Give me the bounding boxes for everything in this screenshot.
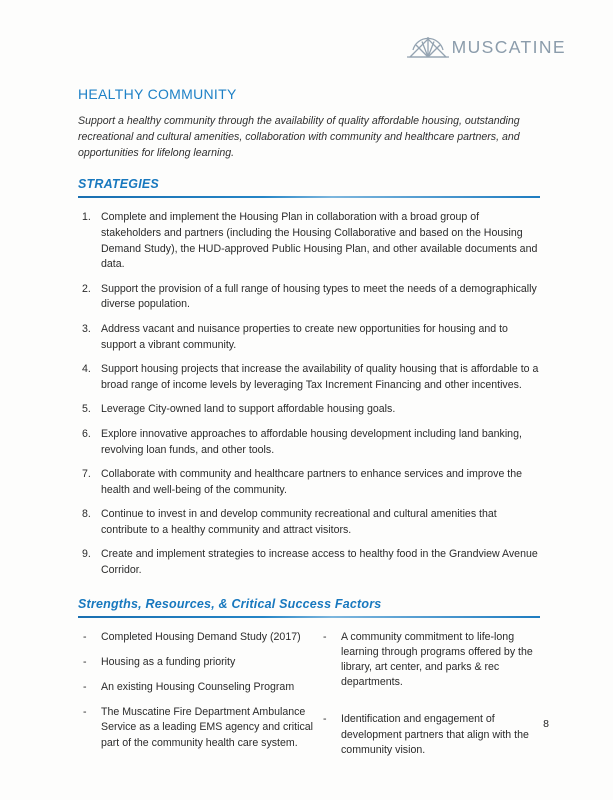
muscatine-logo bbox=[406, 32, 566, 62]
strength-item: - A community commitment to life-long learning through programs offered by the library, art center, and parks & rec departments. bbox=[322, 630, 540, 691]
strengths-left-column bbox=[82, 630, 322, 780]
strengths-heading: Strengths, Resources, & Critical Success Factors bbox=[78, 596, 382, 611]
strategies-divider bbox=[78, 196, 540, 198]
page-number: 8 bbox=[543, 718, 549, 730]
strengths-right-column bbox=[322, 630, 540, 780]
strategy-item: Create and implement strategies to increase access to healthy food in the Grandview Avenue Corridor. bbox=[101, 548, 538, 577]
section-intro: Support a healthy community through the availability of quality affordable housing, outstanding recreational and cultural amenities, collaboration with community and healthcare partners, and opportunities for lifelong learning. bbox=[78, 115, 520, 159]
strength-item: - Identification and engagement of development partners that align with the community vision. bbox=[322, 712, 540, 758]
content-area bbox=[78, 86, 540, 780]
strategies-heading: STRATEGIES bbox=[78, 177, 159, 192]
strategy-item: Explore innovative approaches to affordable housing development including land banking, revolving loan funds, and other tools. bbox=[101, 427, 522, 456]
strategy-item: Collaborate with community and healthcare partners to enhance services and improve the health and well-being of the community. bbox=[101, 468, 523, 496]
section-title: HEALTHY COMMUNITY bbox=[78, 86, 237, 102]
strength-item: - Housing as a funding priority bbox=[82, 655, 322, 670]
strategy-item: Support the provision of a full range of housing types to meet the needs of a demographically diverse population. bbox=[101, 282, 537, 311]
strengths-right-list bbox=[322, 630, 540, 758]
muscatine-sunburst-icon bbox=[406, 32, 450, 62]
strategy-item: Continue to invest in and develop community recreational and cultural amenities that contribute to a healthy community and attract visitors. bbox=[101, 508, 497, 536]
strength-item: - Completed Housing Demand Study (2017) bbox=[82, 630, 322, 645]
strengths-columns bbox=[82, 630, 540, 780]
logo-text: MUSCATINE bbox=[451, 36, 566, 57]
strength-item: - The Muscatine Fire Department Ambulance Service as a leading EMS agency and critical part of the community health care system. bbox=[82, 705, 322, 751]
strategy-item: Support housing projects that increase the availability of quality housing that is affordable to a broad range of income levels by leveraging Tax Increment Financing and other incentives. bbox=[101, 363, 539, 391]
strategy-item: Complete and implement the Housing Plan in collaboration with a broad group of stakeholders and partners (including the Housing Collaborative and based on the Housing Demand Study), the HUD-approved Public Housing Plan, and other available documents and data. bbox=[101, 211, 538, 271]
strengths-divider bbox=[78, 616, 540, 618]
strengths-left-list bbox=[82, 630, 322, 751]
strategy-item: Address vacant and nuisance properties to create new opportunities for housing and to support a vibrant community. bbox=[101, 322, 508, 351]
strength-item: - An existing Housing Counseling Program bbox=[82, 680, 322, 695]
strategies-list bbox=[82, 210, 540, 578]
strategy-item: Leverage City-owned land to support affordable housing goals. bbox=[101, 403, 396, 416]
